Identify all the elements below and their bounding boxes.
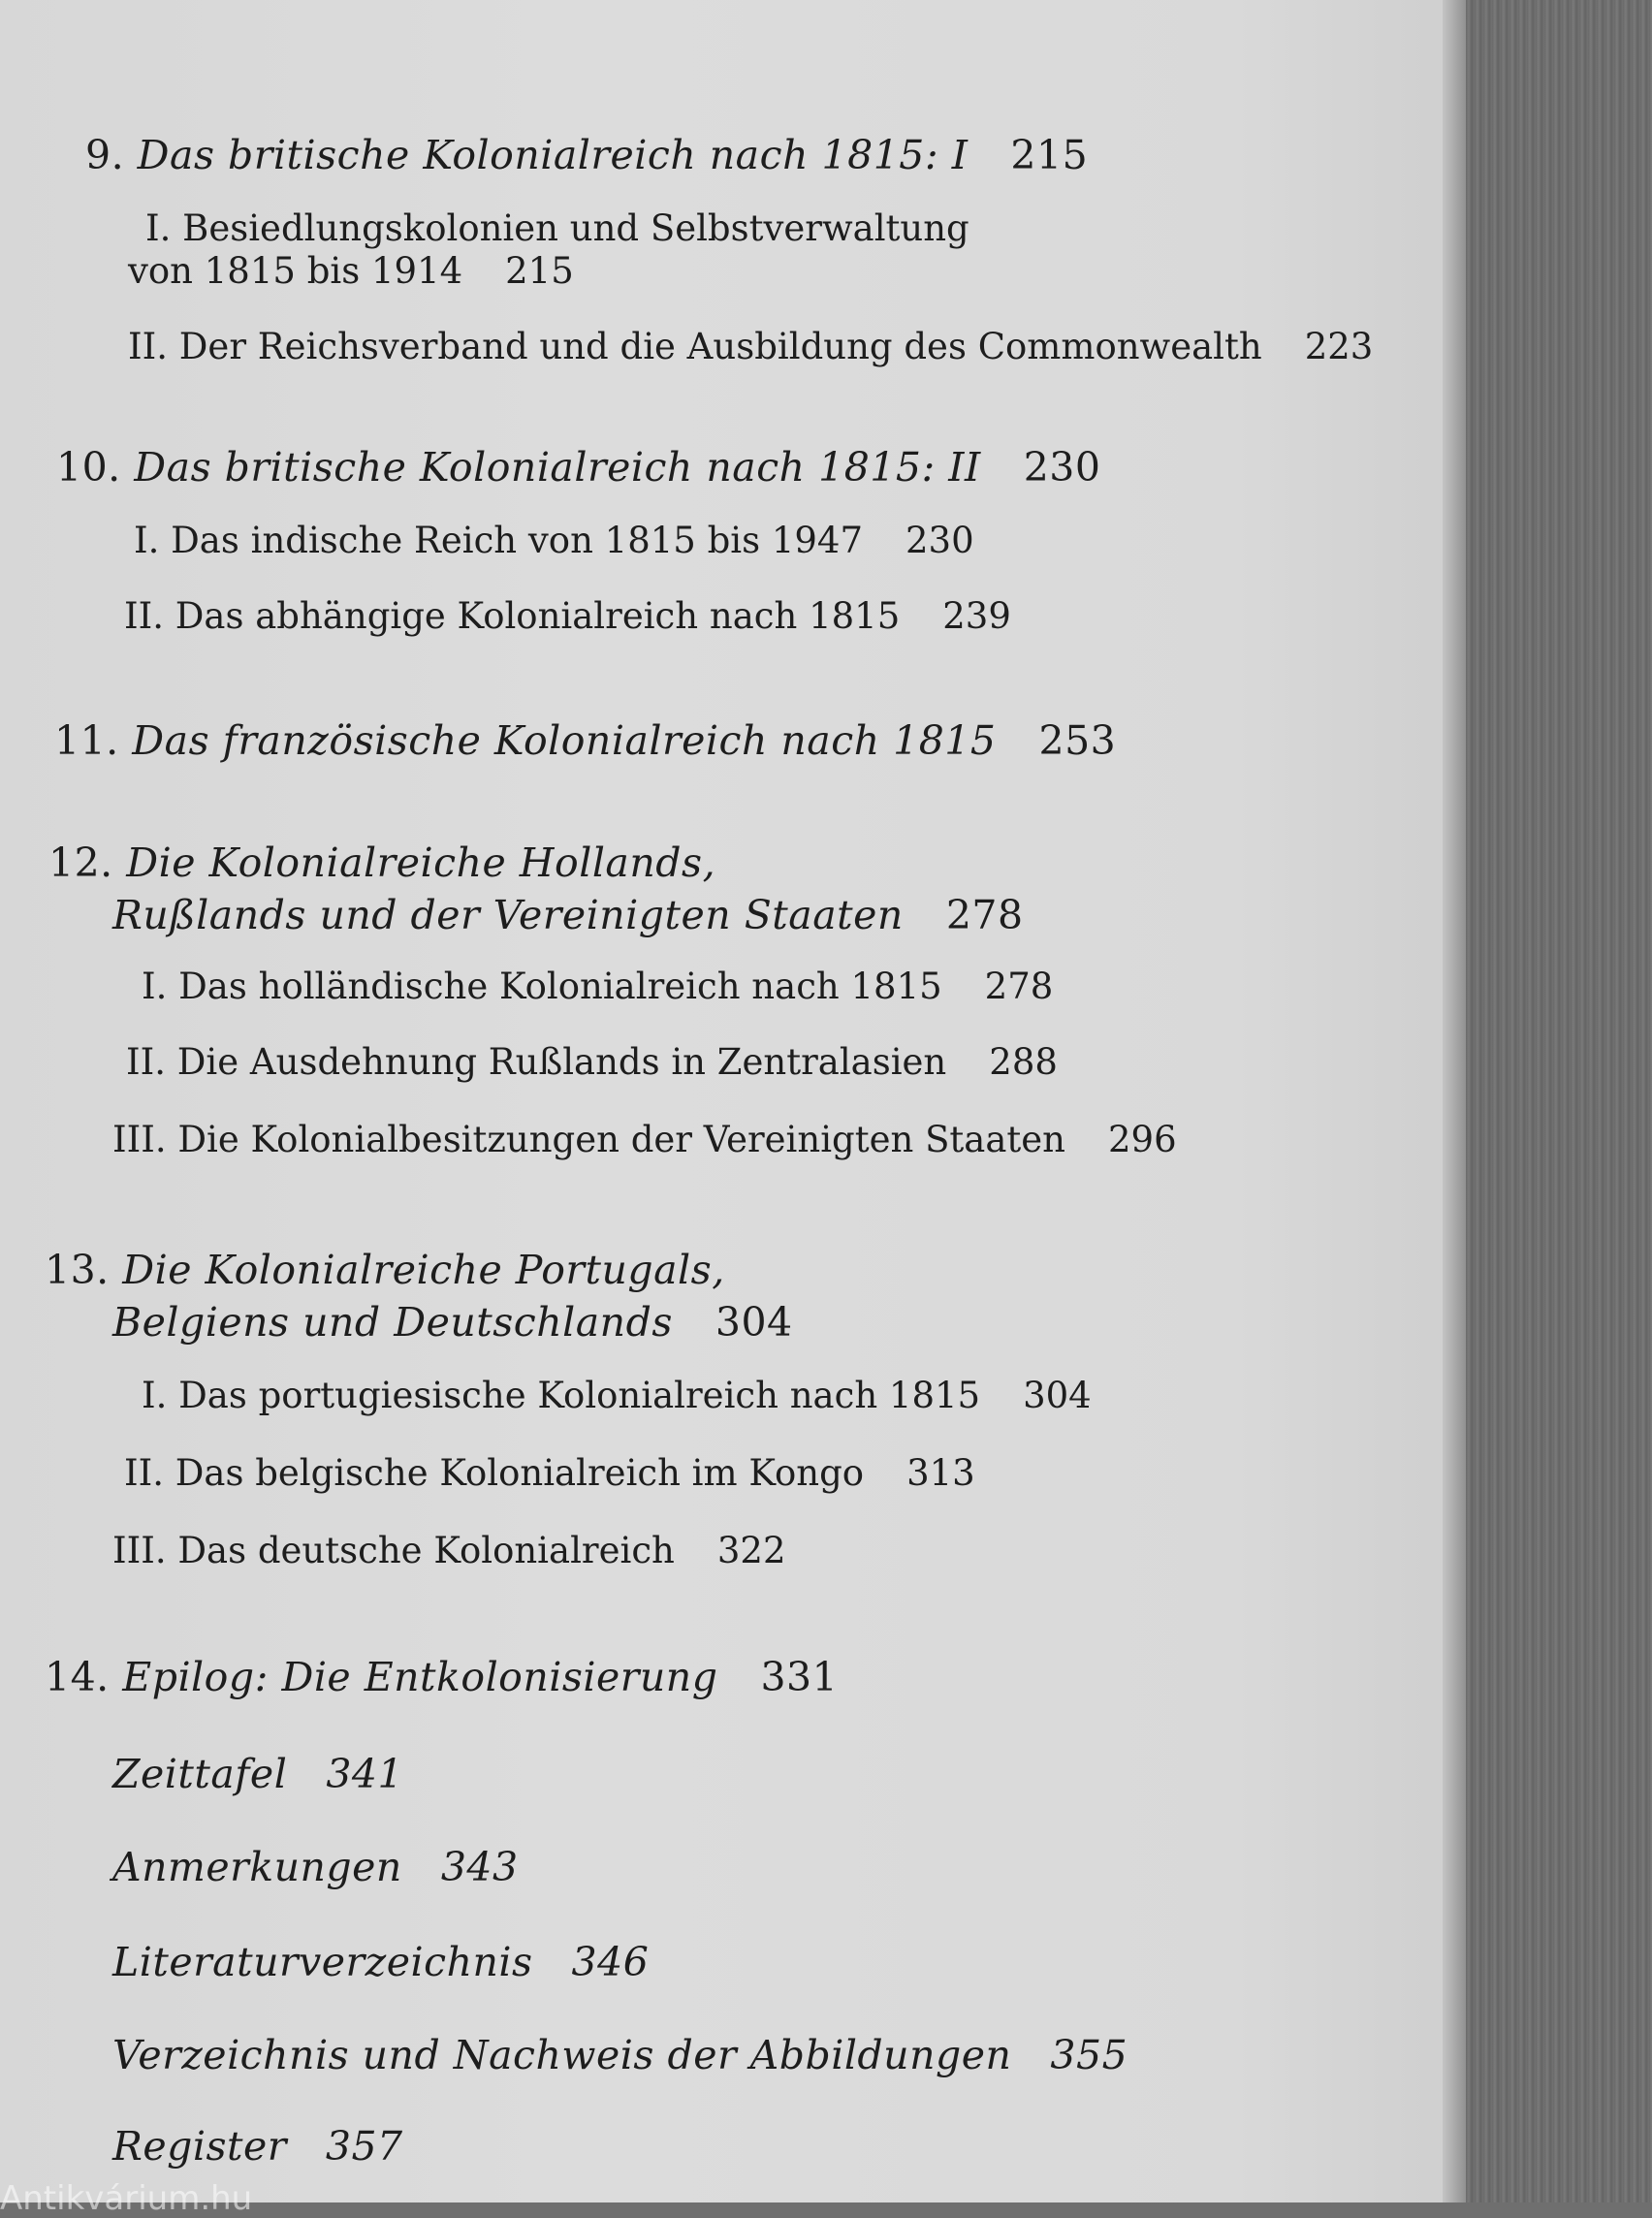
- toc-chapter-title-continuation: [112, 1299, 793, 1346]
- toc-section: [112, 1119, 1177, 1160]
- chapter-title: Die Kolonialreiche Portugals,: [122, 1247, 725, 1293]
- page-number: 230: [905, 520, 974, 561]
- toc-backmatter-zeittafel: [112, 1751, 403, 1797]
- page-number: 346: [571, 1939, 650, 1985]
- section-title: von 1815 bis 1914: [128, 250, 463, 292]
- chapter-number: 13.: [45, 1247, 110, 1293]
- section-title: I. Besiedlungskolonien und Selbstverwaltung: [145, 207, 969, 249]
- chapter-title: Epilog: Die Entkolonisierung: [122, 1654, 718, 1700]
- toc-section: [142, 1375, 1092, 1416]
- section-title: III. Das deutsche Kolonialreich: [112, 1530, 675, 1571]
- toc-section: [124, 595, 1011, 637]
- toc-chapter-12: [48, 840, 715, 886]
- chapter-number: 11.: [54, 717, 119, 764]
- page-number: 215: [1010, 132, 1089, 178]
- page-number: 278: [945, 892, 1024, 938]
- background-surface: [1466, 0, 1652, 2202]
- toc-backmatter-anmerkungen: [112, 1844, 519, 1890]
- entry-title: Zeittafel: [112, 1751, 288, 1797]
- page-number: 304: [715, 1299, 793, 1346]
- toc-section: [128, 326, 1373, 367]
- page-number: 357: [325, 2123, 403, 2170]
- page-number: 239: [942, 595, 1011, 637]
- page-number: 296: [1108, 1119, 1177, 1160]
- page-number: 341: [326, 1751, 404, 1797]
- page-number: 215: [505, 250, 574, 292]
- section-title: I. Das portugiesische Kolonialreich nach 1815: [142, 1375, 981, 1416]
- page-number: 313: [906, 1452, 975, 1494]
- toc-section: [142, 966, 1053, 1007]
- toc-chapter-11: [54, 717, 1116, 764]
- toc-backmatter-abbildungen: [112, 2032, 1128, 2078]
- toc-chapter-10: [56, 444, 1100, 491]
- toc-backmatter-register: [112, 2123, 403, 2170]
- toc-section: [126, 1041, 1058, 1083]
- page-number: 331: [760, 1654, 839, 1700]
- toc-section: [134, 520, 974, 561]
- page-number: 343: [440, 1844, 519, 1890]
- chapter-number: 9.: [85, 132, 125, 178]
- chapter-title: Die Kolonialreiche Hollands,: [126, 840, 716, 886]
- section-title: I. Das indische Reich von 1815 bis 1947: [134, 520, 864, 561]
- toc-section: [112, 1530, 786, 1571]
- page-number: 288: [989, 1041, 1058, 1083]
- toc-backmatter-literaturverzeichnis: [112, 1939, 649, 1985]
- page-edge-shadow: [1443, 0, 1468, 2202]
- page-number: 253: [1038, 717, 1117, 764]
- section-title: II. Die Ausdehnung Rußlands in Zentralasien: [126, 1041, 947, 1083]
- toc-section: [145, 207, 969, 249]
- section-title: II. Der Reichsverband und die Ausbildung des Commonwealth: [128, 326, 1262, 367]
- toc-section: [124, 1452, 975, 1494]
- toc-chapter-13: [45, 1247, 725, 1293]
- page-number: 230: [1023, 444, 1101, 491]
- toc-chapter-9: [85, 132, 1088, 178]
- chapter-number: 12.: [48, 840, 113, 886]
- entry-title: Verzeichnis und Nachweis der Abbildungen: [112, 2032, 1012, 2078]
- section-title: III. Die Kolonialbesitzungen der Vereinigten Staaten: [112, 1119, 1066, 1160]
- toc-section: [128, 250, 574, 292]
- section-title: I. Das holländische Kolonialreich nach 1815: [142, 966, 942, 1007]
- watermark: Antikvárium.hu: [0, 2179, 253, 2218]
- chapter-title: Das französische Kolonialreich nach 1815: [132, 717, 997, 764]
- page-number: 355: [1050, 2032, 1128, 2078]
- chapter-title: Das britische Kolonialreich nach 1815: I: [137, 132, 969, 178]
- entry-title: Literaturverzeichnis: [112, 1939, 533, 1985]
- section-title: II. Das abhängige Kolonialreich nach 1815: [124, 595, 901, 637]
- chapter-title: Rußlands und der Vereinigten Staaten: [112, 892, 904, 938]
- chapter-title: Das britische Kolonialreich nach 1815: II: [134, 444, 981, 491]
- chapter-title: Belgiens und Deutschlands: [112, 1299, 673, 1346]
- toc-chapter-title-continuation: [112, 892, 1024, 938]
- page-number: 278: [984, 966, 1054, 1007]
- page-number: 223: [1304, 326, 1374, 367]
- entry-title: Register: [112, 2123, 287, 2170]
- chapter-number: 10.: [56, 444, 121, 491]
- chapter-number: 14.: [45, 1654, 110, 1700]
- page-number: 322: [716, 1530, 786, 1571]
- entry-title: Anmerkungen: [112, 1844, 402, 1890]
- section-title: II. Das belgische Kolonialreich im Kongo: [124, 1452, 865, 1494]
- toc-chapter-14: [45, 1654, 838, 1700]
- page-number: 304: [1023, 1375, 1092, 1416]
